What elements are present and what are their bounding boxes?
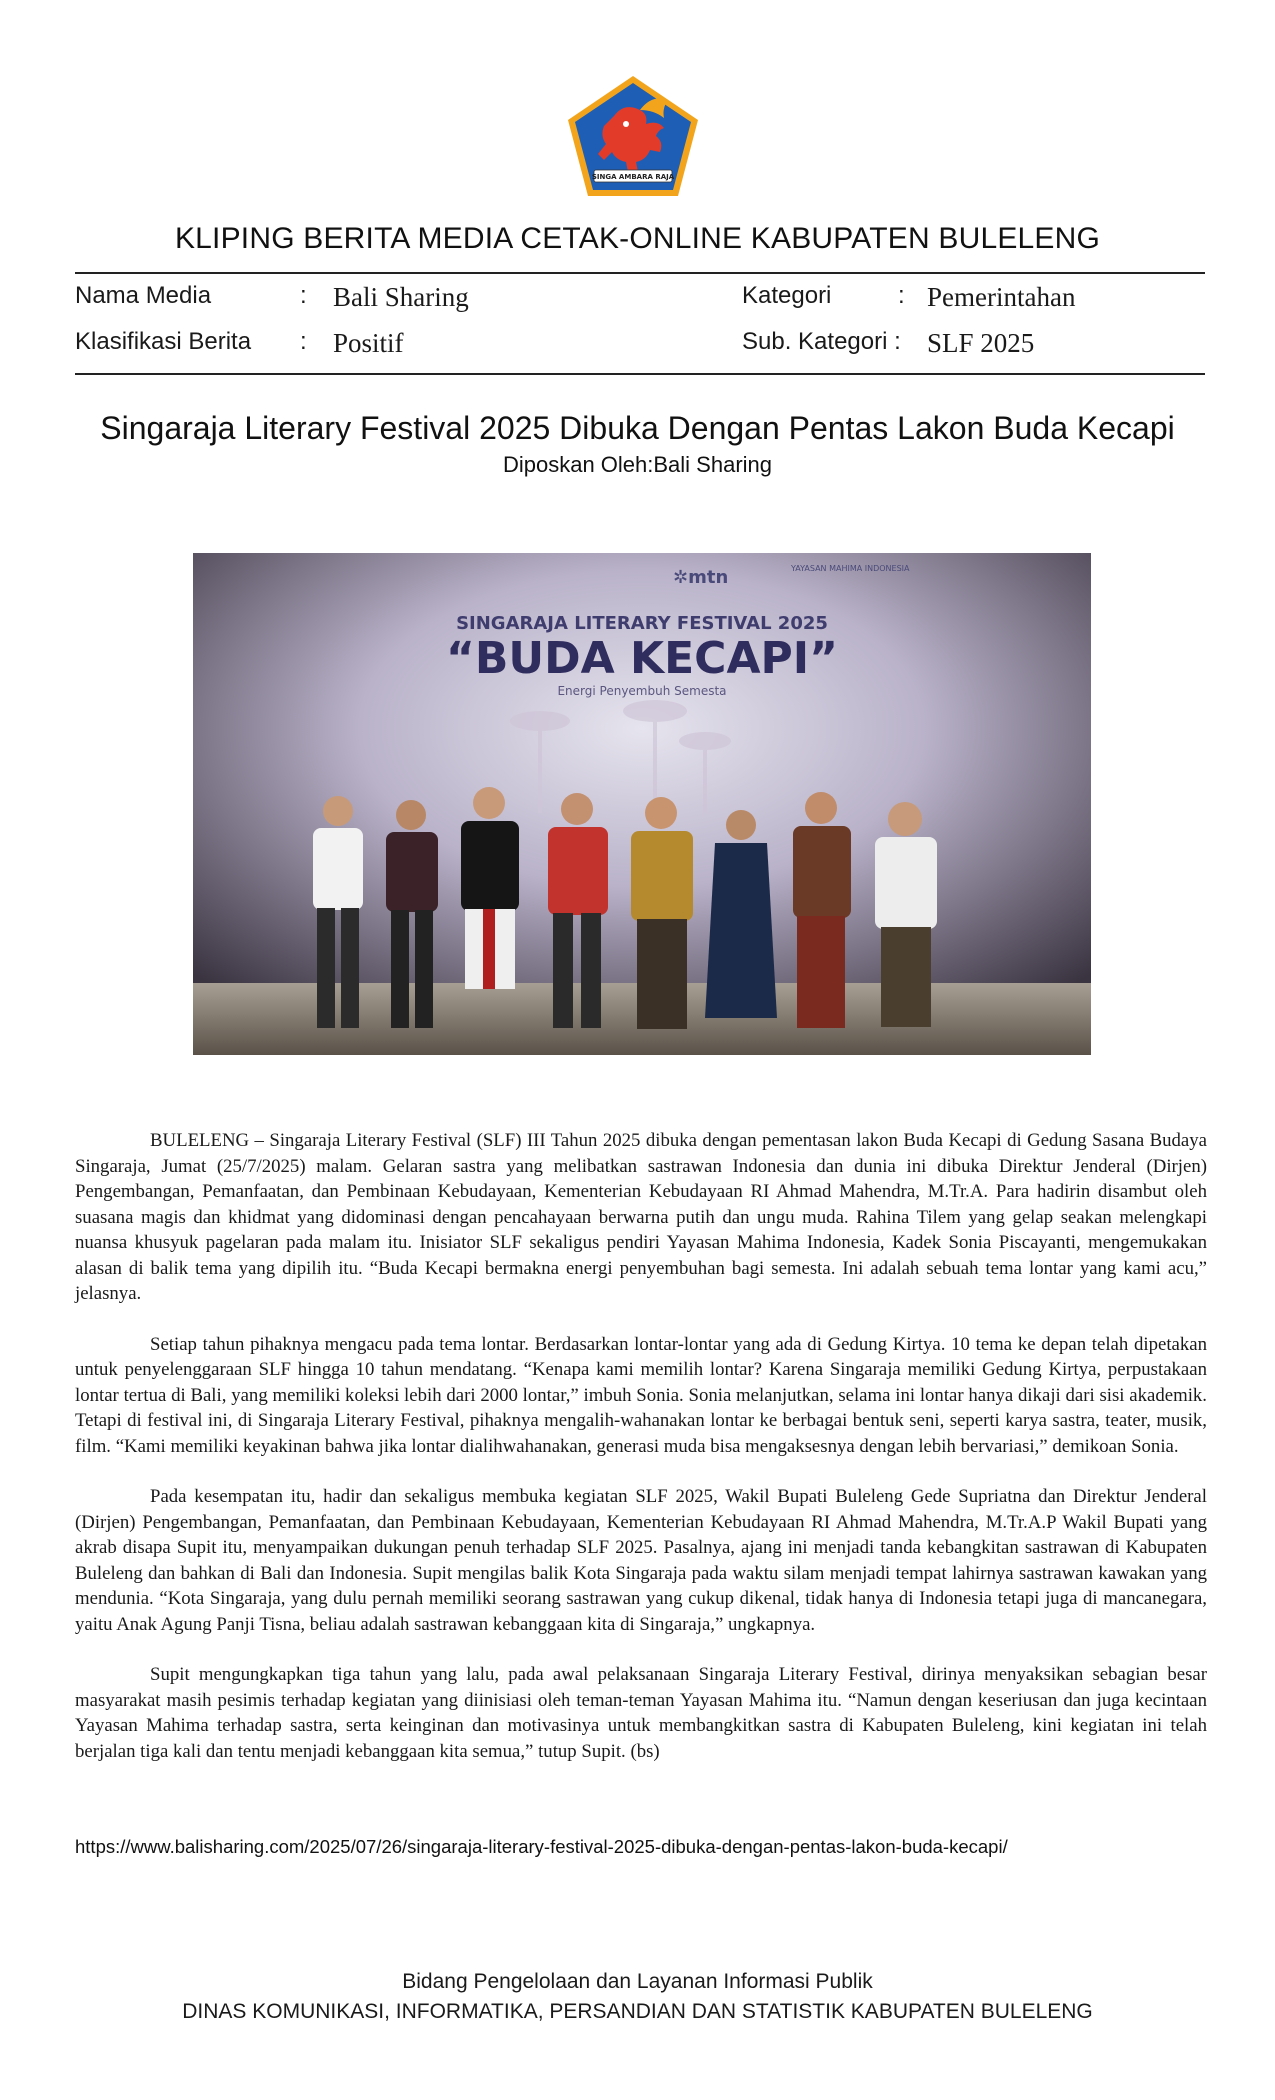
kabupaten-emblem-logo <box>566 74 700 198</box>
klasifikasi-berita-value: Positif <box>333 328 404 358</box>
banner-festival-text: SINGARAJA LITERARY FESTIVAL 2025 <box>456 613 828 634</box>
article-byline: Diposkan Oleh:Bali Sharing <box>502 452 773 477</box>
banner-subtitle: Energi Penyembuh Semesta <box>557 684 727 698</box>
article-paragraph: Pada kesempatan itu, hadir dan sekaligus membuka kegiatan SLF 2025, Wakil Bupati Buleleng Gede Supriatna dan Direktur Jenderal (Dirjen) Pengembangan, Pemanfaatan, dan Pembinaan Kebudayaan, Kementerian Kebudayaan RI Ahmad Mahendra, M.Tr.A.P Wakil Bupati yang akrab disapa Supit itu, menyampaikan dukungan penuh terhadap SLF 2025. Pasalnya, ajang ini menjadi tanda kebangkitan sastrawan di Kabupaten Buleleng dan bahkan di Bali dan Indonesia. Supit mengilas balik Kota Singaraja pada waktu silam menjadi tempat lahirnya sastrawan kawakan yang mendunia. “Kota Singaraja, yang dulu pernah memiliki seorang sastrawan yang cukup dikenal, tidak hanya di Indonesia tetapi juga di mancanegara, yaitu Anak Agung Panji Tisna, beliau adalah sastrawan kebanggaan kita di Singaraja,” ungkapnya. <box>75 1486 1207 1635</box>
banner-main-title: “BUDA KECAPI” <box>445 633 839 684</box>
klasifikasi-berita-label: Klasifikasi Berita <box>75 328 252 355</box>
footer-agency: DINAS KOMUNIKASI, INFORMATIKA, PERSANDIAN DAN STATISTIK KABUPATEN BULELENG <box>182 2000 1093 2023</box>
sponsor-right-text: YAYASAN MAHIMA INDONESIA <box>791 564 910 573</box>
nama-media-value: Bali Sharing <box>333 282 469 312</box>
article-title: Singaraja Literary Festival 2025 Dibuka Dengan Pentas Lakon Buda Kecapi <box>100 410 1175 446</box>
sub-kategori-value: SLF 2025 <box>927 328 1035 358</box>
article-body <box>75 1128 1207 1789</box>
source-url-link[interactable]: https://www.balisharing.com/2025/07/26/singaraja-literary-festival-2025-dibuka-dengan-pentas-lakon-buda-kecapi/ <box>75 1836 1008 1857</box>
sponsor-logo: ✲mtn <box>673 567 729 588</box>
article-paragraph: BULELENG – Singaraja Literary Festival (SLF) III Tahun 2025 dibuka dengan pementasan lakon Buda Kecapi di Gedung Sasana Budaya Singaraja, Jumat (25/7/2025) malam. Gelaran sastra yang melibatkan sastrawan Indonesia dan dunia ini dibuka Direktur Jenderal (Dirjen) Pengembangan, Pemanfaatan, dan Pembinaan Kebudayaan, Kementerian Kebudayaan RI Ahmad Mahendra, M.Tr.A. Para hadirin disambut oleh suasana magis dan khidmat yang didominasi dengan pencahayaan berwarna putih dan ungu muda. Rahina Tilem yang gelap seakan melengkapi nuansa khusyuk pagelaran pada malam itu. Inisiator SLF sekaligus pendiri Yayasan Mahima Indonesia, Kadek Sonia Piscayanti, mengemukakan alasan di balik tema yang dipilih itu. “Buda Kecapi bermakna energi penyembuhan bagi semesta. Ini adalah sebuah tema lontar yang kami acu,” jelasnya. <box>75 1130 1207 1304</box>
kategori-value: Pemerintahan <box>927 282 1076 312</box>
kategori-label: Kategori <box>742 282 832 309</box>
article-paragraph: Setiap tahun pihaknya mengacu pada tema lontar. Berdasarkan lontar-lontar yang ada di Gedung Kirtya. 10 tema ke depan telah dipetakan untuk penyelenggaraan SLF hingga 10 tahun mendatang. “Kenapa kami memilih lontar? Karena Singaraja memiliki Gedung Kirtya, perpustakaan lontar tertua di Bali, yang memiliki koleksi lebih dari 2000 lontar,” imbuh Sonia. Sonia melanjutkan, selama ini lontar hanya dikaji dari sisi akademik. Tetapi di festival ini, di Singaraja Literary Festival, pihaknya mengalih-wahanakan lontar ke berbagai bentuk seni, seperti karya sastra, teater, musik, film. “Kami memiliki keyakinan bahwa jika lontar dialihwahanakan, generasi muda bisa mengaksesnya dengan lebih bervariasi,” demikoan Sonia. <box>75 1333 1207 1457</box>
article-paragraph: Supit mengungkapkan tiga tahun yang lalu, pada awal pelaksanaan Singaraja Literary Festival, dirinya menyaksikan sebagian besar masyarakat masih pesimis terhadap kegiatan yang diinisiasi oleh teman-teman Yayasan Mahima itu. “Namun dengan keseriusan dan juga kecintaan Yayasan Mahima terhadap sastra, serta keinginan dan motivasinya untuk membangkitkan sastra di Kabupaten Buleleng, kini kegiatan ini telah berjalan tiga kali dan tentu menjadi kebanggaan kita semua,” tutup Supit. (bs) <box>75 1664 1207 1762</box>
kategori-separator: : <box>898 282 905 309</box>
emblem-motto: SINGA AMBARA RAJA <box>591 173 675 181</box>
header-bottom-rule <box>75 373 1205 375</box>
header-top-rule <box>75 272 1205 274</box>
nama-media-label: Nama Media <box>75 282 212 309</box>
clipping-header-title: KLIPING BERITA MEDIA CETAK-ONLINE KABUPATEN BULELENG <box>174 222 1101 255</box>
footer-department: Bidang Pengelolaan dan Layanan Informasi Publik <box>402 1970 873 1993</box>
sub-kategori-label: Sub. Kategori : <box>742 328 901 355</box>
nama-media-separator: : <box>300 282 307 309</box>
klasifikasi-separator: : <box>300 328 307 355</box>
event-photo <box>193 553 1091 1055</box>
